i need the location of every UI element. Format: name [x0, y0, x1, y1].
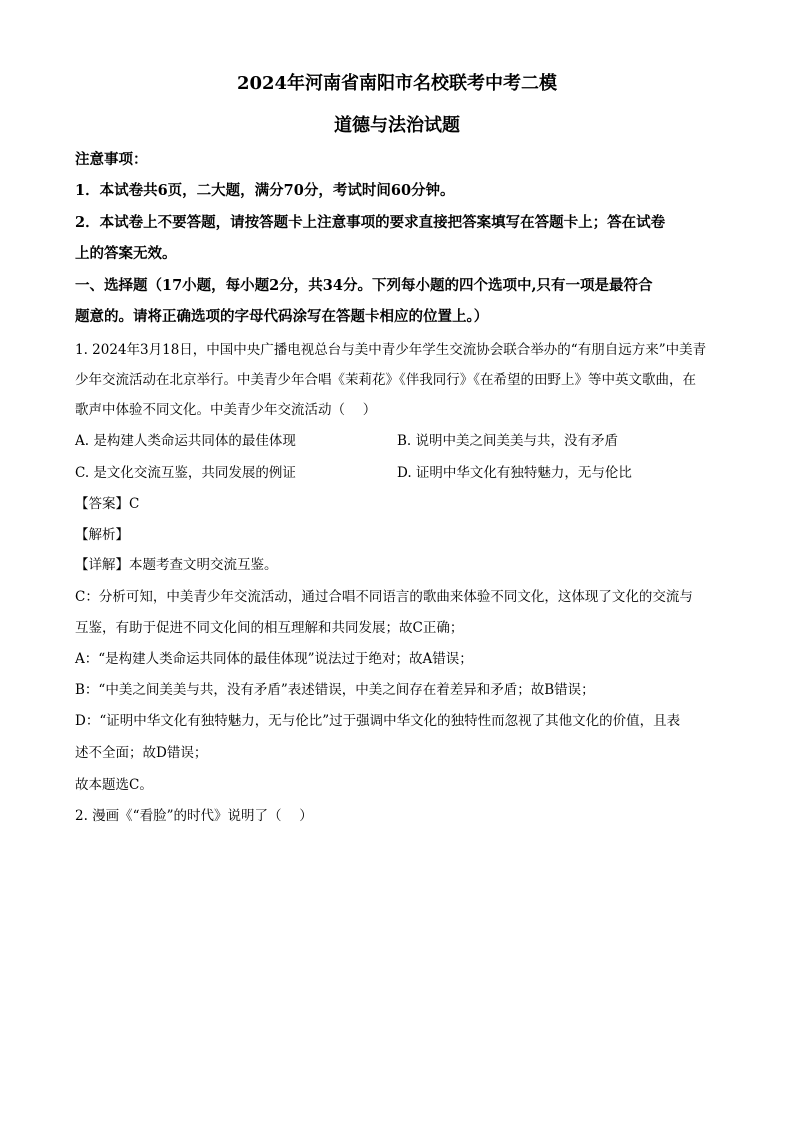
page-subtitle: 道德与法治试题 [334, 115, 460, 136]
question-1-option-c: C. 是文化交流互鉴，共同发展的例证 [75, 465, 296, 481]
question-1-conclusion: 故本题选C。 [75, 777, 153, 793]
question-1-detail: 【详解】本题考查文明交流互鉴。 [75, 557, 278, 573]
section-heading-line2: 题意的。请将正确选项的字母代码涂写在答题卡相应的位置上。） [75, 308, 489, 325]
question-1-analysis-a: A：“是构建人类命运共同体的最佳体现”说法过于绝对；故A错误； [75, 651, 473, 667]
page-title: 2024年河南省南阳市名校联考中考二模 [236, 73, 558, 94]
notice-item-1: 1．本试卷共6页，二大题，满分70分，考试时间60分钟。 [75, 182, 455, 199]
question-2-stem: 2. 漫画《“看脸”的时代》说明了（ ） [75, 808, 313, 824]
question-1-analysis-d-line1: D：“证明中华文化有独特魅力，无与伦比”过于强调中华文化的独特性而忽视了其他文化的价值，且表 [75, 713, 681, 729]
section-heading-line1: 一、选择题（17小题，每小题2分，共34分。下列每小题的四个选项中,只有一项是最符合 [75, 277, 653, 294]
question-1-analysis-c-line1: C：分析可知，中美青少年交流活动，通过合唱不同语言的歌曲来体验不同文化，这体现了文化的交流与 [75, 589, 693, 605]
question-1-option-b: B. 说明中美之间美美与共，没有矛盾 [397, 433, 619, 449]
question-1-answer: 【答案】C [75, 496, 140, 512]
notice-item-2-line2: 上的答案无效。 [75, 245, 177, 262]
question-1-analysis-d-line2: 述不全面；故D错误； [75, 745, 208, 761]
question-1-analysis-c-line2: 互鉴，有助于促进不同文化间的相互理解和共同发展；故C正确； [75, 620, 464, 636]
notice-item-2-line1: 2．本试卷上不要答题，请按答题卡上注意事项的要求直接把答案填写在答题卡上；答在试卷 [75, 214, 666, 231]
question-1-option-d: D. 证明中华文化有独特魅力，无与伦比 [397, 465, 632, 481]
notice-heading: 注意事项： [75, 151, 148, 168]
question-1-analysis-b: B：“中美之间美美与共，没有矛盾”表述错误，中美之间存在着差异和矛盾；故B错误； [75, 682, 595, 698]
question-1-stem-line3: 歌声中体验不同文化。中美青少年交流活动（ ） [75, 402, 377, 418]
question-1-stem-line1: 1. 2024年3月18日，中国中央广播电视总台与美中青少年学生交流协会联合举办的“有朋自远方来”中美青 [75, 342, 707, 358]
question-1-analysis-label: 【解析】 [75, 527, 129, 543]
question-1-option-a: A. 是构建人类命运共同体的最佳体现 [75, 433, 296, 449]
question-1-stem-line2: 少年交流活动在北京举行。中美青少年合唱《茉莉花》《伴我同行》《在希望的田野上》等中英文歌曲，在 [75, 372, 696, 388]
